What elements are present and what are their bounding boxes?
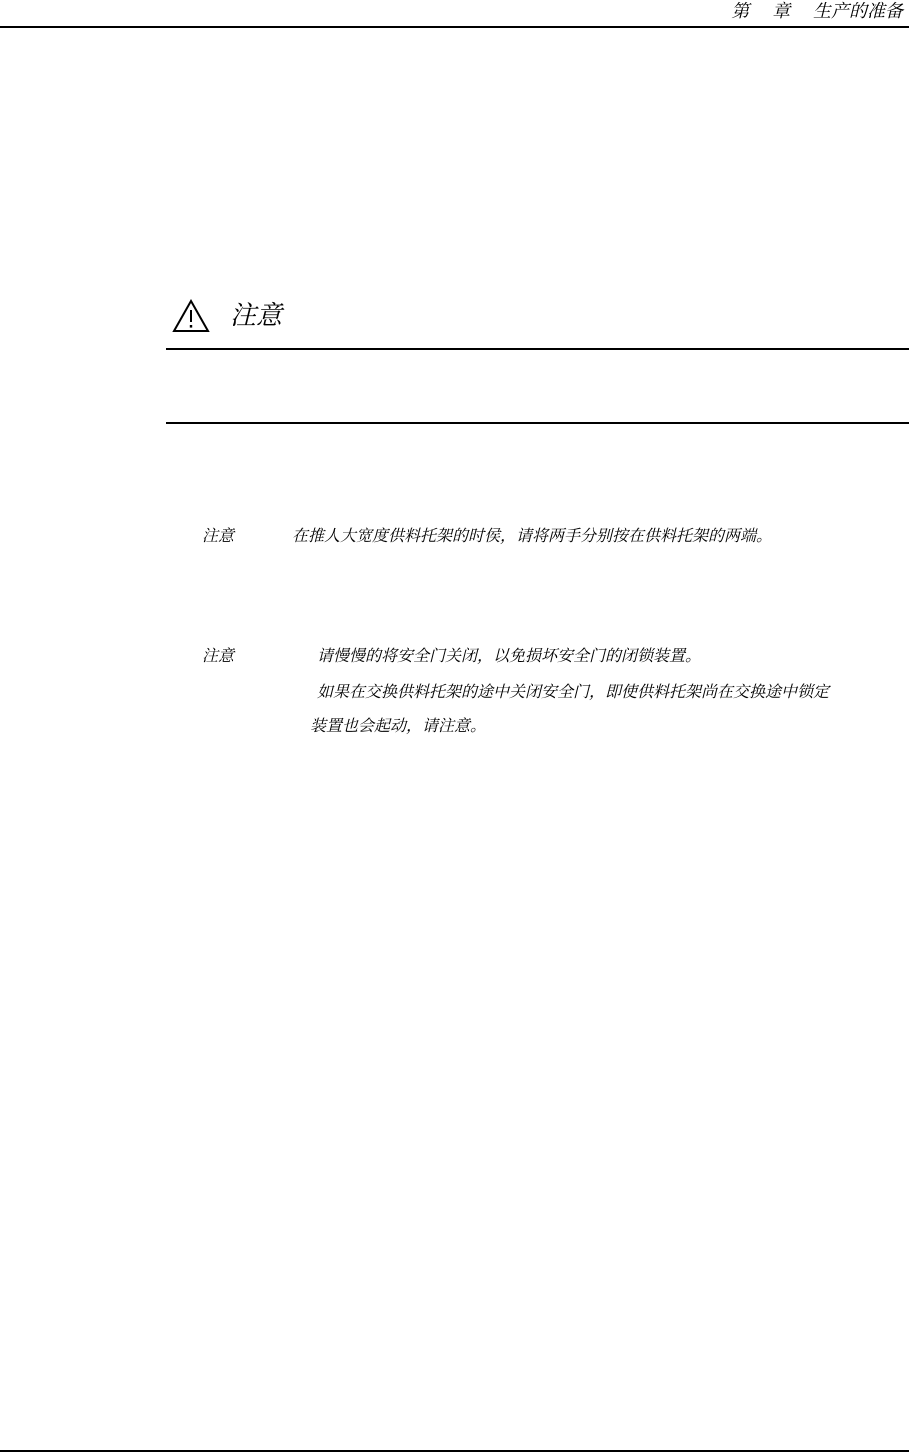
footer-rule [0,1450,909,1452]
note-label: 注意 [202,646,235,665]
caution-title: 注意 [230,301,283,331]
note-text-line: 如果在交换供料托架的途中关闭安全门，即使供料托架尚在交换途中锁定 [317,682,830,701]
note-label: 注意 [202,526,235,545]
note-text-line: 在推人大宽度供料托架的时侯，请将两手分别按在供料托架的两端。 [292,526,773,545]
warning-triangle-icon [172,299,210,333]
caution-heading [172,296,282,336]
note-text-line: 请慢慢的将安全门关闭，以免损坏安全门的闭锁装置。 [317,646,702,665]
chapter-title: 第 章 生产的准备 [731,1,903,22]
note-text-line: 装置也会起动，请注意。 [310,716,487,735]
caution-box-bottom-rule [166,422,909,424]
header-rule [0,26,909,28]
caution-box-top-rule [166,348,909,350]
